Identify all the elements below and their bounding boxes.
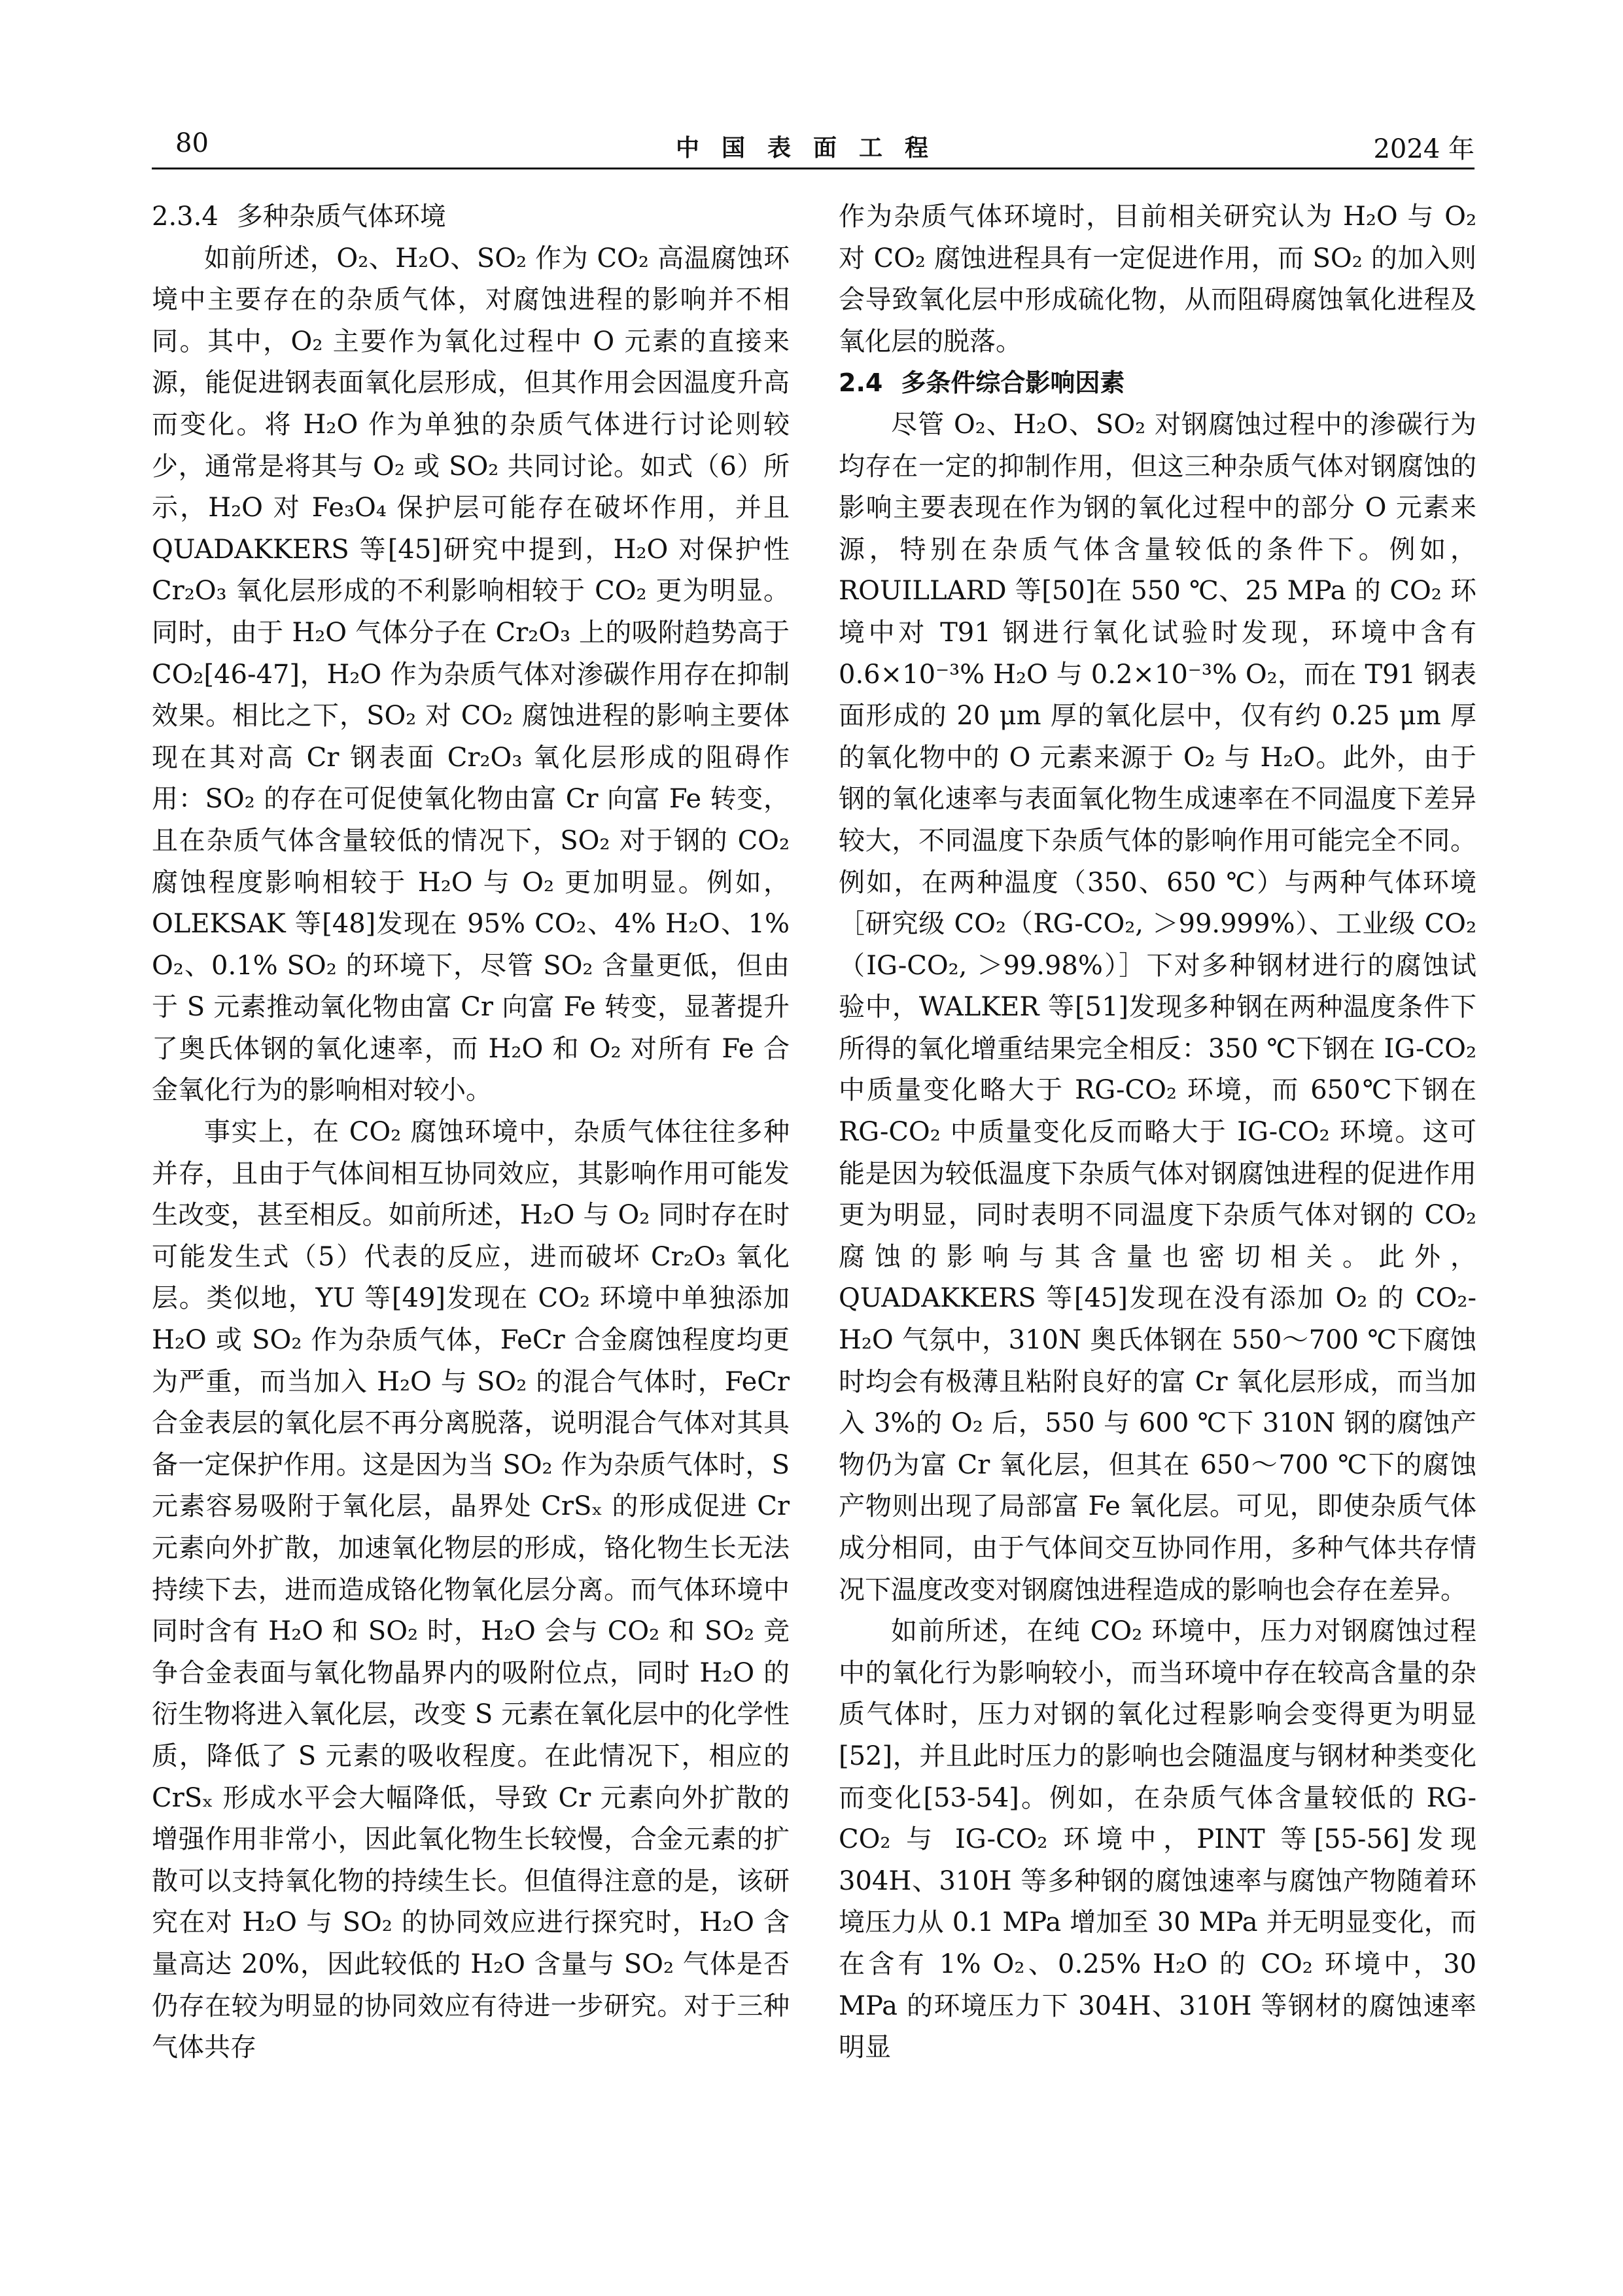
journal-title: 中国表面工程 (675, 134, 951, 162)
paragraph: 如前所述，在纯 CO₂ 环境中，压力对钢腐蚀过程中的氧化行为影响较小，而当环境中存在较高含量的杂质气体时，压力对钢的氧化过程影响会变得更为明显[52]，并且此时压力的影响也会随温度与钢材种类变化而变化[53-54]。例如，在杂质气体含量较低的 RG-CO₂ 与 IG-CO₂ 环境中，PINT 等[55-56]发现 304H、310H 等多种钢的腐蚀速率与腐蚀产物随着环境压力从 0.1 MPa 增加至 30 MPa 并无明显变化，而在含有 1% O₂、0.25% H₂O 的 CO₂ 环境中，30 MPa 的环境压力下 304H、310H 等钢材的腐蚀速率明显 (839, 1616, 1476, 2063)
section-title: 多条件综合影响因素 (901, 368, 1125, 398)
paragraph: 尽管 O₂、H₂O、SO₂ 对钢腐蚀过程中的渗碳行为均存在一定的抑制作用，但这三种杂质气体对钢腐蚀的影响主要表现在作为钢的氧化过程中的部分 O 元素来源，特别在杂质气体含量较低的条件下。例如，ROUILLARD 等[50]在 550 ℃、25 MPa 的 CO₂ 环境中对 T91 钢进行氧化试验时发现，环境中含有 0.6×10⁻³% H₂O 与 0.2×10⁻³% O₂，而在 T91 钢表面形成的 20 μm 厚的氧化层中，仅有约 0.25 μm 厚的氧化物中的 O 元素来源于 O₂ 与 H₂O。此外，由于钢的氧化速率与表面氧化物生成速率在不同温度下差异较大，不同温度下杂质气体的影响作用可能完全不同。例如，在两种温度（350、650 ℃）与两种气体环境［研究级 CO₂（RG-CO₂, ＞99.999%）、工业级 CO₂（IG-CO₂, ＞99.98%）］下对多种钢材进行的腐蚀试验中，WALKER 等[51]发现多种钢在两种温度条件下所得的氧化增重结果完全相反：350 ℃下钢在 IG-CO₂ 中质量变化略大于 RG-CO₂ 环境，而 650℃下钢在 RG-CO₂ 中质量变化反而略大于 IG-CO₂ 环境。这可能是因为较低温度下杂质气体对钢腐蚀进程的促进作用更为明显，同时表明不同温度下杂质气体对钢的 CO₂ 腐蚀的影响与其含量也密切相关。此外，QUADAKKERS 等[45]发现在没有添加 O₂ 的 CO₂-H₂O 气氛中，310N 奥氏体钢在 550～700 ℃下腐蚀时均会有极薄且粘附良好的富 Cr 氧化层形成，而当加入 3%的 O₂ 后，550 与 600 ℃下 310N 钢的腐蚀产物仍为富 Cr 氧化层，但其在 650～700 ℃下的腐蚀产物则出现了局部富 Fe 氧化层。可见，即使杂质气体成分相同，由于气体间交互协同作用，多种气体共存情况下温度改变对钢腐蚀进程造成的影响也会存在差异。 (839, 409, 1476, 1605)
section-title: 多种杂质气体环境 (236, 202, 446, 232)
section-heading-2-3-4 (152, 196, 790, 238)
section-number: 2.3.4 (152, 202, 218, 232)
section-number: 2.4 (839, 368, 883, 398)
paragraph: 事实上，在 CO₂ 腐蚀环境中，杂质气体往往多种并存，且由于气体间相互协同效应，其影响作用可能发生改变，甚至相反。如前所述，H₂O 与 O₂ 同时存在时可能发生式（5）代表的反应，进而破坏 Cr₂O₃ 氧化层。类似地，YU 等[49]发现在 CO₂ 环境中单独添加 H₂O 或 SO₂ 作为杂质气体，FeCr 合金腐蚀程度均更为严重，而当加入 H₂O 与 SO₂ 的混合气体时，FeCr 合金表层的氧化层不再分离脱落，说明混合气体对其具备一定保护作用。这是因为当 SO₂ 作为杂质气体时，S 元素容易吸附于氧化层，晶界处 CrSₓ 的形成促进 Cr 元素向外扩散，加速氧化物层的形成，铬化物生长无法持续下去，进而造成铬化物氧化层分离。而气体环境中同时含有 H₂O 和 SO₂ 时，H₂O 会与 CO₂ 和 SO₂ 竞争合金表面与氧化物晶界内的吸附位点，同时 H₂O 的衍生物将进入氧化层，改变 S 元素在氧化层中的化学性质，降低了 S 元素的吸收程度。在此情况下，相应的 CrSₓ 形成水平会大幅降低，导致 Cr 元素向外扩散的增强作用非常小，因此氧化物生长较慢，合金元素的扩散可以支持氧化物的持续生长。但值得注意的是，该研究在对 H₂O 与 SO₂ 的协同效应进行探究时，H₂O 含量高达 20%，因此较低的 H₂O 含量与 SO₂ 气体是否仍存在较为明显的协同效应有待进一步研究。对于三种气体共存 (152, 1117, 790, 2063)
paragraph: 如前所述，O₂、H₂O、SO₂ 作为 CO₂ 高温腐蚀环境中主要存在的杂质气体，对腐蚀进程的影响并不相同。其中，O₂ 主要作为氧化过程中 O 元素的直接来源，能促进钢表面氧化层形成，但其作用会因温度升高而变化。将 H₂O 作为单独的杂质气体进行讨论则较少，通常是将其与 O₂ 或 SO₂ 共同讨论。如式（6）所示，H₂O 对 Fe₃O₄ 保护层可能存在破坏作用，并且 QUADAKKERS 等[45]研究中提到，H₂O 对保护性 Cr₂O₃ 氧化层形成的不利影响相较于 CO₂ 更为明显。同时，由于 H₂O 气体分子在 Cr₂O₃ 上的吸附趋势高于 CO₂[46-47]，H₂O 作为杂质气体对渗碳作用存在抑制效果。相比之下，SO₂ 对 CO₂ 腐蚀进程的影响主要体现在其对高 Cr 钢表面 Cr₂O₃ 氧化层形成的阻碍作用：SO₂ 的存在可促使氧化物由富 Cr 向富 Fe 转变，且在杂质气体含量较低的情况下，SO₂ 对于钢的 CO₂ 腐蚀程度影响相较于 H₂O 与 O₂ 更加明显。例如，OLEKSAK 等[48]发现在 95% CO₂、4% H₂O、1% O₂、0.1% SO₂ 的环境下，尽管 SO₂ 含量更低，但由于 S 元素推动氧化物由富 Cr 向富 Fe 转变，显著提升了奥氏体钢的氧化速率，而 H₂O 和 O₂ 对所有 Fe 合金氧化行为的影响相对较小。 (152, 243, 790, 1106)
left-column (152, 196, 790, 2069)
header-rule (152, 168, 1475, 169)
publication-year: 2024 年 (1373, 134, 1475, 164)
section-heading-2-4 (839, 362, 1476, 404)
page-header (152, 124, 1475, 164)
right-column (839, 196, 1476, 2069)
page-number: 80 (175, 128, 209, 158)
paragraph: 作为杂质气体环境时，目前相关研究认为 H₂O 与 O₂ 对 CO₂ 腐蚀进程具有一定促进作用，而 SO₂ 的加入则会导致氧化层中形成硫化物，从而阻碍腐蚀氧化进程及氧化层的脱落。 (839, 202, 1476, 357)
